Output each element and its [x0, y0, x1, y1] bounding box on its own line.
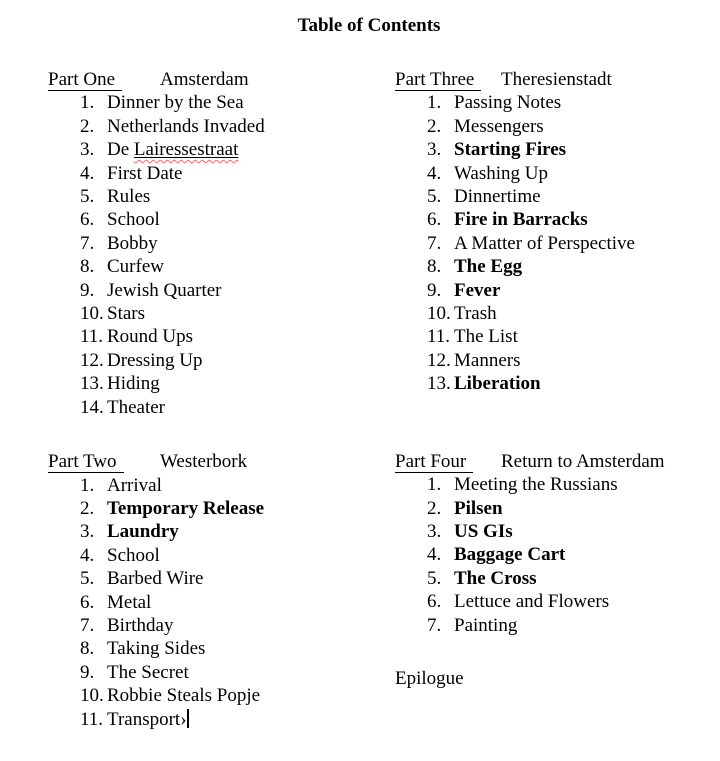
chapter-row[interactable] [395, 208, 720, 231]
chapter-title: Dinner by the Sea [107, 92, 244, 114]
chapter-title: Curfew [107, 256, 164, 278]
spellcheck-underline [134, 139, 238, 160]
chapter-title: First Date [107, 162, 183, 184]
chapter-title: Metal [107, 591, 152, 613]
chapter-title: The Egg [454, 256, 523, 278]
chapter-title: Jewish Quarter [107, 279, 222, 301]
chapter-row[interactable] [395, 162, 720, 185]
chapter-title: Birthday [107, 614, 174, 636]
chapter-title: De Lairessestraat [107, 139, 239, 161]
chapter-number: 8. [80, 256, 95, 278]
chapter-number: 6. [80, 591, 95, 613]
chapter-number: 6. [80, 209, 95, 231]
chapter-row[interactable] [48, 591, 395, 614]
chapter-number: 13. [80, 373, 104, 395]
chapter-row[interactable] [395, 543, 720, 566]
chapter-row[interactable] [48, 396, 395, 419]
chapter-number: 7. [80, 614, 95, 636]
chapter-number: 7. [80, 232, 95, 254]
chapter-number: 7. [427, 614, 442, 636]
part-header-part-two[interactable] [48, 450, 395, 473]
chapter-title: Laundry [107, 521, 179, 543]
tab-format-mark: › [180, 708, 187, 730]
part-block-part-one [48, 68, 395, 419]
chapter-number: 13. [427, 373, 451, 395]
chapter-number: 3. [80, 139, 95, 161]
document-title[interactable]: Table of Contents [297, 15, 441, 36]
chapter-number: 10. [427, 303, 451, 325]
chapter-number: 4. [80, 162, 95, 184]
chapter-number: 1. [427, 474, 442, 496]
chapter-number: 4. [427, 544, 442, 566]
part-block-part-two [48, 450, 395, 731]
chapter-number: 2. [80, 115, 95, 137]
chapter-title: Liberation [454, 373, 541, 395]
chapter-row[interactable] [48, 661, 395, 684]
chapter-title: Netherlands Invaded [107, 115, 265, 137]
chapter-row[interactable] [395, 255, 720, 278]
chapter-number: 5. [80, 186, 95, 208]
chapter-row[interactable] [48, 474, 395, 497]
chapter-row[interactable] [395, 232, 720, 255]
chapter-number: 6. [427, 209, 442, 231]
chapter-row[interactable] [48, 614, 395, 637]
part-name-tab [395, 68, 501, 91]
chapter-title: Painting [454, 614, 518, 636]
chapter-title: A Matter of Perspective [454, 232, 635, 254]
chapter-row[interactable] [48, 232, 395, 255]
chapter-row[interactable] [48, 185, 395, 208]
chapter-row[interactable] [48, 162, 395, 185]
chapter-title: Trash [454, 303, 497, 325]
chapter-row[interactable] [48, 115, 395, 138]
chapter-title: Pilsen [454, 497, 503, 519]
chapter-title: Lettuce and Flowers [454, 591, 610, 613]
chapter-row[interactable] [395, 349, 720, 372]
spellcheck-squiggle-word: Lairessestraat [133, 139, 239, 161]
chapter-number: 2. [427, 115, 442, 137]
chapter-title: Starting Fires [454, 139, 567, 161]
epilogue-label[interactable]: Epilogue [395, 667, 464, 689]
chapter-row[interactable] [48, 91, 395, 114]
chapter-row[interactable] [395, 185, 720, 208]
chapter-title: Bobby [107, 232, 158, 254]
chapter-number: 5. [427, 567, 442, 589]
chapter-title: Fever [454, 279, 501, 301]
chapter-row[interactable] [48, 372, 395, 395]
chapter-number: 3. [427, 520, 442, 542]
chapter-number: 10. [80, 303, 104, 325]
part-name-label: Part Four [395, 451, 473, 473]
chapter-title: School [107, 544, 160, 566]
chapter-title: Baggage Cart [454, 544, 566, 566]
chapter-row[interactable] [395, 91, 720, 114]
chapter-title: Manners [454, 349, 521, 371]
chapter-row[interactable] [395, 138, 720, 161]
chapter-row[interactable] [48, 684, 395, 707]
part-name-label: Part One [48, 69, 122, 91]
chapter-title: Transport [107, 708, 181, 730]
chapter-title: Barbed Wire [107, 568, 204, 590]
part-name-tab [48, 68, 160, 91]
chapter-title: Washing Up [454, 162, 548, 184]
chapter-number: 11. [80, 708, 104, 730]
chapter-number: 8. [80, 638, 95, 660]
chapter-number: 3. [80, 521, 95, 543]
chapter-title: Temporary Release [107, 497, 265, 519]
chapter-title: Arrival [107, 474, 162, 496]
chapter-row[interactable] [48, 325, 395, 348]
chapter-number: 9. [427, 279, 442, 301]
part-location-label: Return to Amsterdam [501, 450, 665, 472]
chapter-row[interactable] [395, 372, 720, 395]
part-header-part-one[interactable] [48, 68, 395, 91]
chapter-title: Stars [107, 303, 145, 325]
chapter-number: 9. [80, 279, 95, 301]
chapter-row[interactable] [395, 567, 720, 590]
part-block-part-three [395, 68, 720, 396]
chapter-number: 2. [427, 497, 442, 519]
part-location-label: Amsterdam [160, 69, 249, 90]
chapter-number: 9. [80, 661, 95, 683]
chapter-title: US GIs [454, 520, 513, 542]
chapter-number: 1. [80, 474, 95, 496]
chapter-number: 2. [80, 497, 95, 519]
chapter-number: 4. [80, 544, 95, 566]
chapter-row[interactable] [395, 325, 720, 348]
chapter-title: Dressing Up [107, 349, 203, 371]
chapter-row[interactable] [395, 614, 720, 637]
chapter-row[interactable] [48, 520, 395, 543]
part-header-part-three[interactable] [395, 68, 720, 91]
chapter-row[interactable] [48, 637, 395, 660]
chapter-row[interactable] [48, 138, 395, 161]
part-location-label: Westerbork [160, 451, 248, 473]
chapter-title: Meeting the Russians [454, 474, 618, 496]
chapter-title: School [107, 209, 160, 231]
chapter-title: The Cross [454, 567, 537, 589]
toc-column-left [48, 68, 395, 731]
chapter-number: 12. [427, 349, 451, 371]
chapter-row[interactable] [48, 567, 395, 590]
part-name-tab [48, 450, 160, 473]
toc-columns [48, 68, 720, 731]
chapter-number: 14. [80, 396, 104, 418]
chapter-row[interactable] [48, 208, 395, 231]
chapter-row[interactable] [48, 279, 395, 302]
chapter-number: 5. [80, 568, 95, 590]
chapter-title: Passing Notes [454, 92, 562, 114]
chapter-title: Messengers [454, 115, 544, 137]
chapter-number: 11. [427, 326, 451, 348]
chapter-number: 1. [80, 92, 95, 114]
chapter-number: 5. [427, 186, 442, 208]
chapter-row[interactable] [48, 497, 395, 520]
chapter-number: 11. [80, 326, 104, 348]
chapter-number: 6. [427, 591, 442, 613]
chapter-number: 3. [427, 139, 442, 161]
chapter-number: 7. [427, 232, 442, 254]
chapter-row[interactable] [48, 349, 395, 372]
chapter-title: The List [454, 326, 518, 348]
chapter-number: 1. [427, 92, 442, 114]
chapter-title: Robbie Steals Popje [107, 685, 261, 707]
part-block-part-four [395, 450, 720, 637]
chapter-title: Hiding [107, 373, 160, 395]
chapter-row[interactable] [48, 255, 395, 278]
chapter-title: Fire in Barracks [454, 209, 588, 231]
chapter-title: Theater [107, 396, 166, 418]
part-name-label: Part Two [48, 451, 124, 473]
chapter-number: 10. [80, 685, 104, 707]
chapter-row[interactable] [395, 497, 720, 520]
part-name-tab [395, 450, 501, 473]
chapter-row[interactable] [395, 473, 720, 496]
chapter-number: 4. [427, 162, 442, 184]
part-name-label: Part Three [395, 69, 481, 91]
toc-column-right [395, 68, 720, 690]
chapter-row[interactable] [48, 708, 395, 731]
chapter-title: The Secret [107, 661, 189, 683]
text-caret [187, 709, 189, 728]
chapter-number: 8. [427, 256, 442, 278]
chapter-row[interactable] [395, 590, 720, 613]
part-header-part-four[interactable] [395, 450, 720, 473]
toc-column-right-parts [395, 68, 720, 637]
chapter-row[interactable] [395, 279, 720, 302]
chapter-row[interactable] [395, 520, 720, 543]
chapter-row[interactable] [48, 302, 395, 325]
chapter-row[interactable] [48, 544, 395, 567]
part-location-label: Theresienstadt [501, 69, 612, 90]
chapter-row[interactable] [395, 302, 720, 325]
chapter-title: Round Ups [107, 326, 194, 348]
chapter-row[interactable] [395, 115, 720, 138]
chapter-number: 12. [80, 349, 104, 371]
chapter-title: Dinnertime [454, 186, 541, 208]
chapter-title: Taking Sides [107, 638, 206, 660]
chapter-title: Rules [107, 186, 151, 208]
